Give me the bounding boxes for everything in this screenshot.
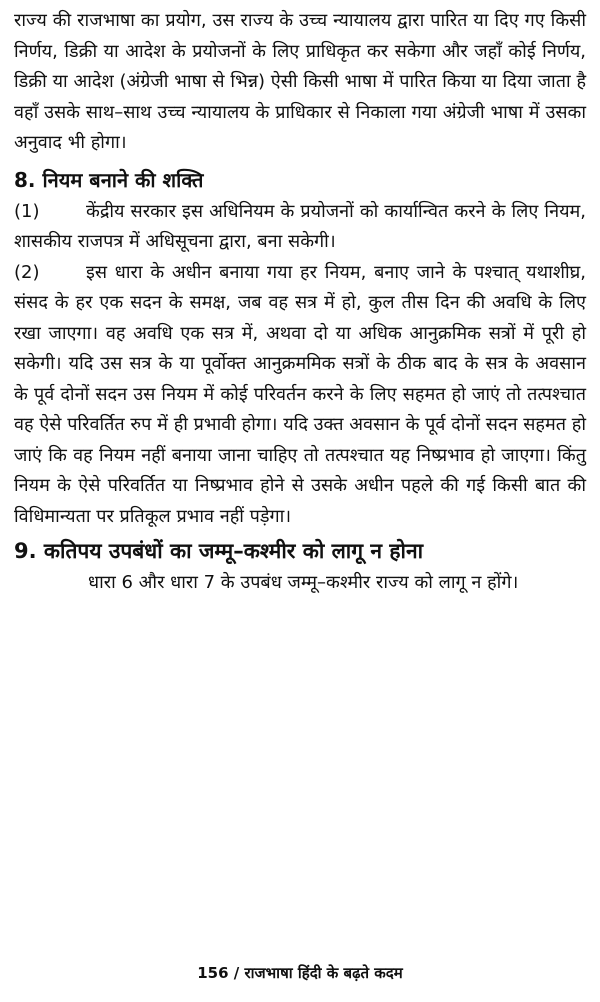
clause-2-number: (2)	[14, 261, 40, 283]
section-8-clause-1	[14, 197, 586, 258]
page-footer: 156 / राजभाषा हिंदी के बढ़ते कदम	[197, 964, 403, 982]
opening-paragraph: राज्य की राजभाषा का प्रयोग, उस राज्य के उच्च न्यायालय द्वारा पारित या दिए गए किसी निर्णय, डिक्री या आदेश के प्रयोजनों के लिए प्राधिकृत कर सकेगा और जहाँ कोई निर्णय, डिक्री या आदेश (अंग्रेजी भाषा से भिन्न) ऐसी किसी भाषा में पारित किया या दिया जाता है वहाँ उसके साथ–साथ उच्च न्यायालय के प्राधिकार से निकाला गया अंग्रेजी भाषा में उसका अनुवाद भी होगा।	[14, 10, 586, 153]
clause-1-number: (1)	[14, 200, 40, 222]
clause-2-text: इस धारा के अधीन बनाया गया हर नियम, बनाए जाने के पश्चात् यथाशीघ्र, संसद के हर एक सदन के समक्ष, जब वह सत्र में हो, कुल तीस दिन की अवधि के लिए रखा जाएगा। वह अवधि एक सत्र में, अथवा दो या अधिक आनुक्रमिक सत्रों में पूरी हो सकेगी। यदि उस सत्र के या पूर्वोक्त आनुक्रममिक सत्रों के ठीक बाद के सत्र के अवसान के पूर्व दोनों सदन उस नियम में कोई परिवर्तन करने के लिए सहमत हो जाएं तो तत्पश्चात वह ऐसे परिवर्तित रुप में ही प्रभावी होगा। यदि उक्त अवसान के पूर्व दोनों सदन सहमत हो जाएं कि वह नियम नहीं बनाया जाना चाहिए तो तत्पश्चात यह निष्प्रभाव हो जाएगा। किंतु नियम के ऐसे परिवर्तित या निष्प्रभाव होने से उसके अधीन पहले की गई किसी बात की विधिमान्यता पर प्रतिकूल प्रभाव नहीं पड़ेगा।	[14, 261, 586, 527]
clause-1-text: केंद्रीय सरकार इस अधिनियम के प्रयोजनों को कार्यान्वित करने के लिए नियम, शासकीय राजपत्र में अधिसूचना द्वारा, बना सकेगी।	[14, 200, 586, 252]
section-8-heading: 8. नियम बनाने की शक्ति	[14, 167, 204, 192]
section-9-text: धारा 6 और धारा 7 के उपबंध जम्मू–कश्मीर राज्य को लागू न होंगे।	[88, 572, 519, 593]
section-8-clause-2	[14, 258, 586, 533]
section-9-heading: 9. कतिपय उपबंधों का जम्मू–कश्मीर को लागू न होना	[14, 539, 424, 563]
